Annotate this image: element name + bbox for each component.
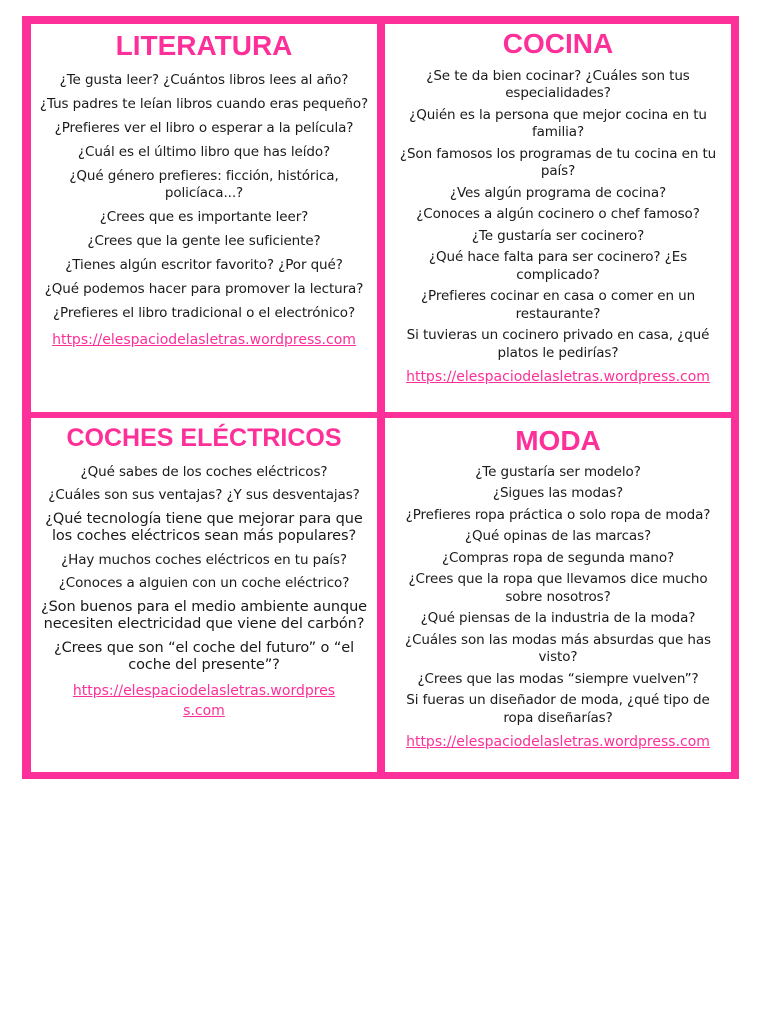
question: ¿Conoces a algún cocinero o chef famoso? — [416, 206, 700, 223]
blog-link[interactable]: https://elespaciodelasletras.wordpress.com — [406, 369, 710, 386]
question: ¿Cuál es el último libro que has leído? — [77, 143, 331, 160]
question: ¿Te gustaría ser modelo? — [475, 463, 641, 480]
question: ¿Qué podemos hacer para promover la lectura? — [44, 280, 364, 297]
card-title: COCHES ELÉCTRICOS — [66, 424, 342, 452]
question: ¿Prefieres ropa práctica o solo ropa de moda? — [405, 506, 711, 523]
question: ¿Se te da bien cocinar? ¿Cuáles son tus especialidades? — [426, 67, 690, 102]
card-cocina — [385, 24, 731, 412]
question: ¿Tienes algún escritor favorito? ¿Por qué? — [65, 256, 343, 273]
card-coches-electricos — [31, 418, 377, 772]
blog-link[interactable]: https://elespaciodelasletras.wordpress.com — [406, 734, 710, 751]
question: ¿Crees que es importante leer? — [99, 208, 309, 225]
card-title: LITERATURA — [115, 30, 293, 61]
question: ¿Hay muchos coches eléctricos en tu país? — [61, 551, 347, 568]
question: Si tuvieras un cocinero privado en casa, ¿qué platos le pedirías? — [406, 327, 710, 361]
question: ¿Qué tecnología tiene que mejorar para que los coches eléctricos sean más populares? — [45, 510, 363, 544]
question: ¿Tus padres te leían libros cuando eras pequeño? — [39, 95, 369, 112]
question: ¿Prefieres ver el libro o esperar a la película? — [54, 119, 354, 136]
question: ¿Compras ropa de segunda mano? — [441, 549, 675, 566]
question: ¿Qué género prefieres: ficción, histórica, policíaca...? — [69, 167, 339, 201]
card-title: COCINA — [502, 28, 614, 59]
card-literatura — [31, 24, 377, 412]
question: ¿Qué sabes de los coches eléctricos? — [80, 463, 328, 480]
question: Si fueras un diseñador de moda, ¿qué tipo de ropa diseñarías? — [406, 692, 710, 726]
question: ¿Cuáles son las modas más absurdas que has visto? — [405, 631, 711, 666]
question: ¿Quién es la persona que mejor cocina en tu familia? — [409, 106, 707, 141]
question: ¿Qué hace falta para ser cocinero? ¿Es complicado? — [428, 249, 688, 283]
cards-grid — [22, 16, 739, 779]
question: ¿Cuáles son sus ventajas? ¿Y sus desventajas? — [48, 487, 360, 503]
question: ¿Qué opinas de las marcas? — [464, 528, 652, 545]
question: ¿Ves algún programa de cocina? — [449, 184, 667, 201]
question: ¿Conoces a alguien con un coche eléctrico? — [58, 575, 350, 591]
question: ¿Sigues las modas? — [492, 485, 624, 502]
question: ¿Te gustaría ser cocinero? — [471, 227, 645, 244]
question: ¿Prefieres cocinar en casa o comer en un restaurante? — [420, 288, 696, 322]
question: ¿Prefieres el libro tradicional o el electrónico? — [52, 304, 356, 321]
question: ¿Son buenos para el medio ambiente aunque necesiten electricidad que viene del carbón? — [40, 598, 368, 632]
question: ¿Crees que son “el coche del futuro” o “el coche del presente”? — [53, 639, 355, 673]
card-title: MODA — [515, 425, 601, 456]
question: ¿Crees que la gente lee suficiente? — [87, 232, 321, 249]
question: ¿Crees que la ropa que llevamos dice mucho sobre nosotros? — [408, 571, 708, 605]
question: ¿Qué piensas de la industria de la moda? — [420, 610, 696, 627]
question: ¿Son famosos los programas de tu cocina en tu país? — [399, 145, 717, 180]
blog-link[interactable]: https://elespaciodelasletras.wordpress.com — [72, 682, 336, 719]
question: ¿Te gusta leer? ¿Cuántos libros lees al año? — [59, 71, 349, 88]
blog-link[interactable]: https://elespaciodelasletras.wordpress.com — [52, 331, 356, 348]
card-moda — [385, 418, 731, 772]
question: ¿Crees que las modas “siempre vuelven”? — [417, 670, 699, 687]
